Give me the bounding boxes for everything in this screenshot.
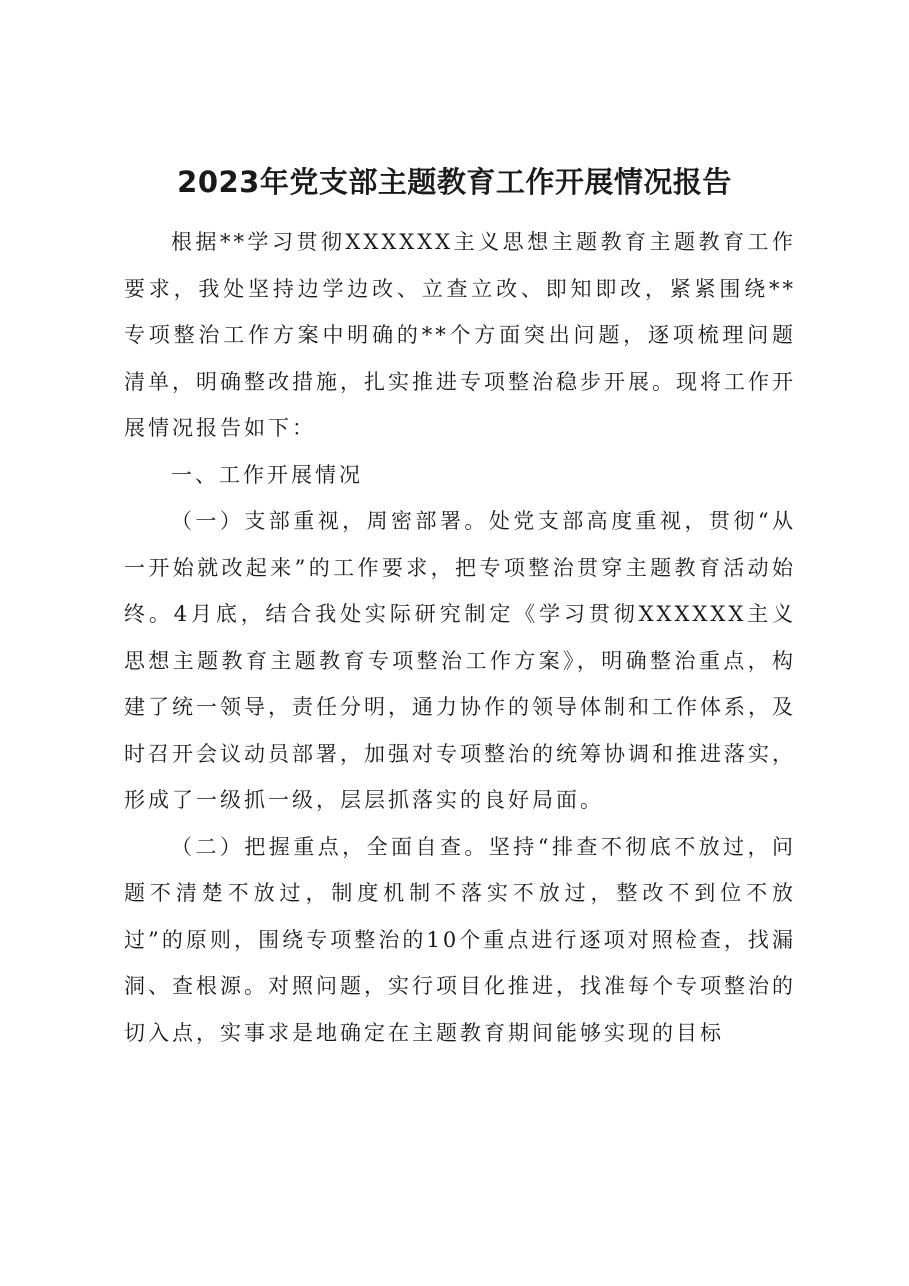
document-title: 2023年党支部主题教育工作开展情况报告 [177,165,732,199]
paragraph-intro: 根据**学习贯彻XXXXXX主义思想主题教育主题教育工作要求，我处坚持边学边改、立查立改、即知即改，紧紧围绕**专项整治工作方案中明确的**个方面突出问题，逐项梳理问题清单，明确整改措施，扎实推进专项整治稳步开展。现将工作开展情况报告如下： [124,230,796,440]
paragraph-subsection-1: （一）支部重视，周密部署。处党支部高度重视，贯彻“从一开始就改起来”的工作要求，把专项整治贯穿主题教育活动始终。4月底，结合我处实际研究制定《学习贯彻XXXXXX主义思想主题教育主题教育专项整治工作方案》，明确整治重点，构建了统一领导，责任分明，通力协作的领导体制和工作体系，及时召开会议动员部署，加强对专项整治的统筹协调和推进落实，形成了一级抓一级，层层抓落实的良好局面。 [124,509,796,812]
paragraph-subsection-2: （二）把握重点，全面自查。坚持“排查不彻底不放过，问题不清楚不放过，制度机制不落实不放过，整改不到位不放过”的原则，围绕专项整治的10个重点进行逐项对照检查，找漏洞、查根源。对照问题，实行项目化推进，找准每个专项整治的切入点，实事求是地确定在主题教育期间能够实现的目标 [124,834,796,1045]
section-heading-work-status: 一、工作开展情况 [171,462,363,487]
document-body [124,219,796,1056]
